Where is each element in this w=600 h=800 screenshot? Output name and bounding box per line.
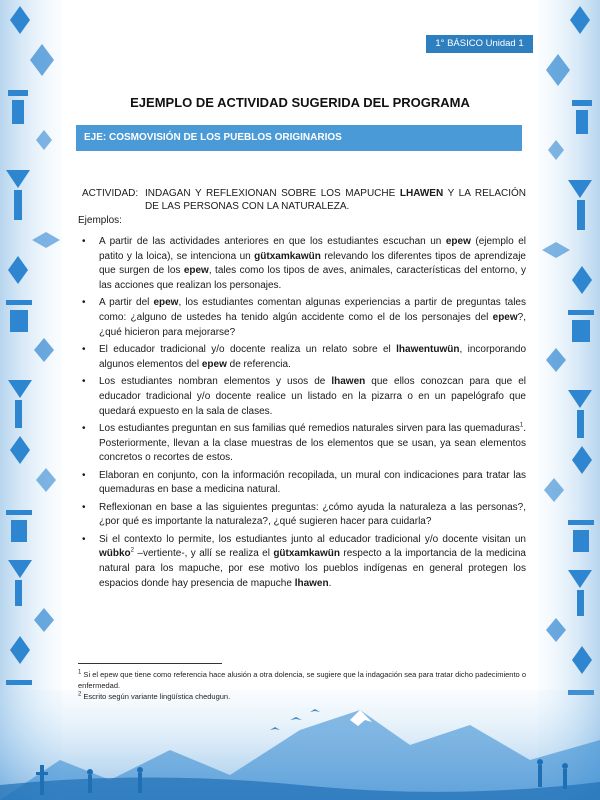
activity-block <box>78 187 526 227</box>
bullet-icon: • <box>82 376 86 388</box>
list-item: • A partir de las actividades anteriores en que los estudiantes escuchan un epew (ejemplo el patito y la loica), se intenciona un gütxamkawün relevando los diferentes tipos de aprendizaje que surgen de los epew, tales como los tipos de aves, animales, características del entorno, y las acciones que realizan los personajes. <box>82 236 526 292</box>
footnote-divider <box>78 663 222 664</box>
footnote-ref-2[interactable]: 2 <box>130 547 135 554</box>
bullet-icon: • <box>82 297 86 309</box>
eje-header-bar: EJE: COSMOVISIÓN DE LOS PUEBLOS ORIGINARIOS <box>76 125 522 151</box>
list-item: • Elaboran en conjunto, con la información recopilada, un mural con indicaciones para tratar las quemaduras en base a medicina natural. <box>82 469 526 496</box>
grade-unit-badge: 1° BÁSICO Unidad 1 <box>426 35 533 53</box>
footnote-2: $^2$ Escrito según variante lingüística chedugun. <box>78 691 231 701</box>
list-item: • Los estudiantes preguntan en sus familias qué remedios naturales sirven para las quemaduras$^1$. Posteriormente, llevan a la clase muestras de los elementos que se usan, ya sean elementos concretos o recortes de estos. <box>82 422 526 464</box>
bullet-icon: • <box>82 533 86 545</box>
decorative-right-border <box>538 0 600 800</box>
list-item: • A partir del epew, los estudiantes comentan algunas experiencias a partir de preguntas tales como: ¿alguno de ustedes ha tenido algún accidente como el de los personajes del epew?, ¿qué hicieron para mejorarse? <box>82 297 526 338</box>
decorative-left-border <box>0 0 62 800</box>
bullet-icon: • <box>82 236 86 247</box>
footnote-ref-1[interactable]: 1 <box>519 422 524 429</box>
examples-list <box>78 235 526 594</box>
list-item: • Si el contexto lo permite, los estudiantes junto al educador tradicional y/o docente visitan un wübko$^2$ –vertiente-, y allí se realiza el gütxamkawün respecto a la importancia de la medicina natural para los mapuche, por ese motivo los pueblos indígenas en general protegen los espacios donde hay presencia de mapuche lhawen. <box>82 533 526 589</box>
list-item: • El educador tradicional y/o docente realiza un relato sobre el lhawentuwün, incorporando algunos elementos del epew de referencia. <box>82 344 527 370</box>
bullet-icon: • <box>82 344 86 356</box>
list-item: • Reflexionan en base a las siguientes preguntas: ¿cómo ayuda la naturaleza a las personas?, ¿por qué es importante la naturaleza?, ¿qué sugieren hacer para cuidarla? <box>82 501 526 528</box>
footnote-1: $^1$ Si el epew que tiene como referencia hace alusión a otra dolencia, se sugiere que la indagación sea para tratar dicho padecimiento o enfermedad. <box>78 669 526 690</box>
page-title: EJEMPLO DE ACTIVIDAD SUGERIDA DEL PROGRAMA <box>130 95 470 110</box>
footnotes <box>78 670 526 702</box>
bullet-icon: • <box>82 501 86 513</box>
activity-description: INDAGAN Y REFLEXIONAN SOBRE LOS MAPUCHE LHAWEN Y LA RELACIÓN DE LAS PERSONAS CON LA NATURALEZA. <box>145 188 527 212</box>
list-item: • Los estudiantes nombran elementos y usos de lhawen que ellos conozcan para que el educador tradicional y/o docente realice un listado en la pizarra o en un papelógrafo que quedará expuesto en la sala de clases. <box>82 376 526 417</box>
bottom-landscape-illustration <box>0 690 600 800</box>
bullet-icon: • <box>82 469 86 481</box>
examples-label: Ejemplos: <box>78 215 122 226</box>
activity-label: ACTIVIDAD: <box>82 188 139 199</box>
bullet-icon: • <box>82 422 86 434</box>
